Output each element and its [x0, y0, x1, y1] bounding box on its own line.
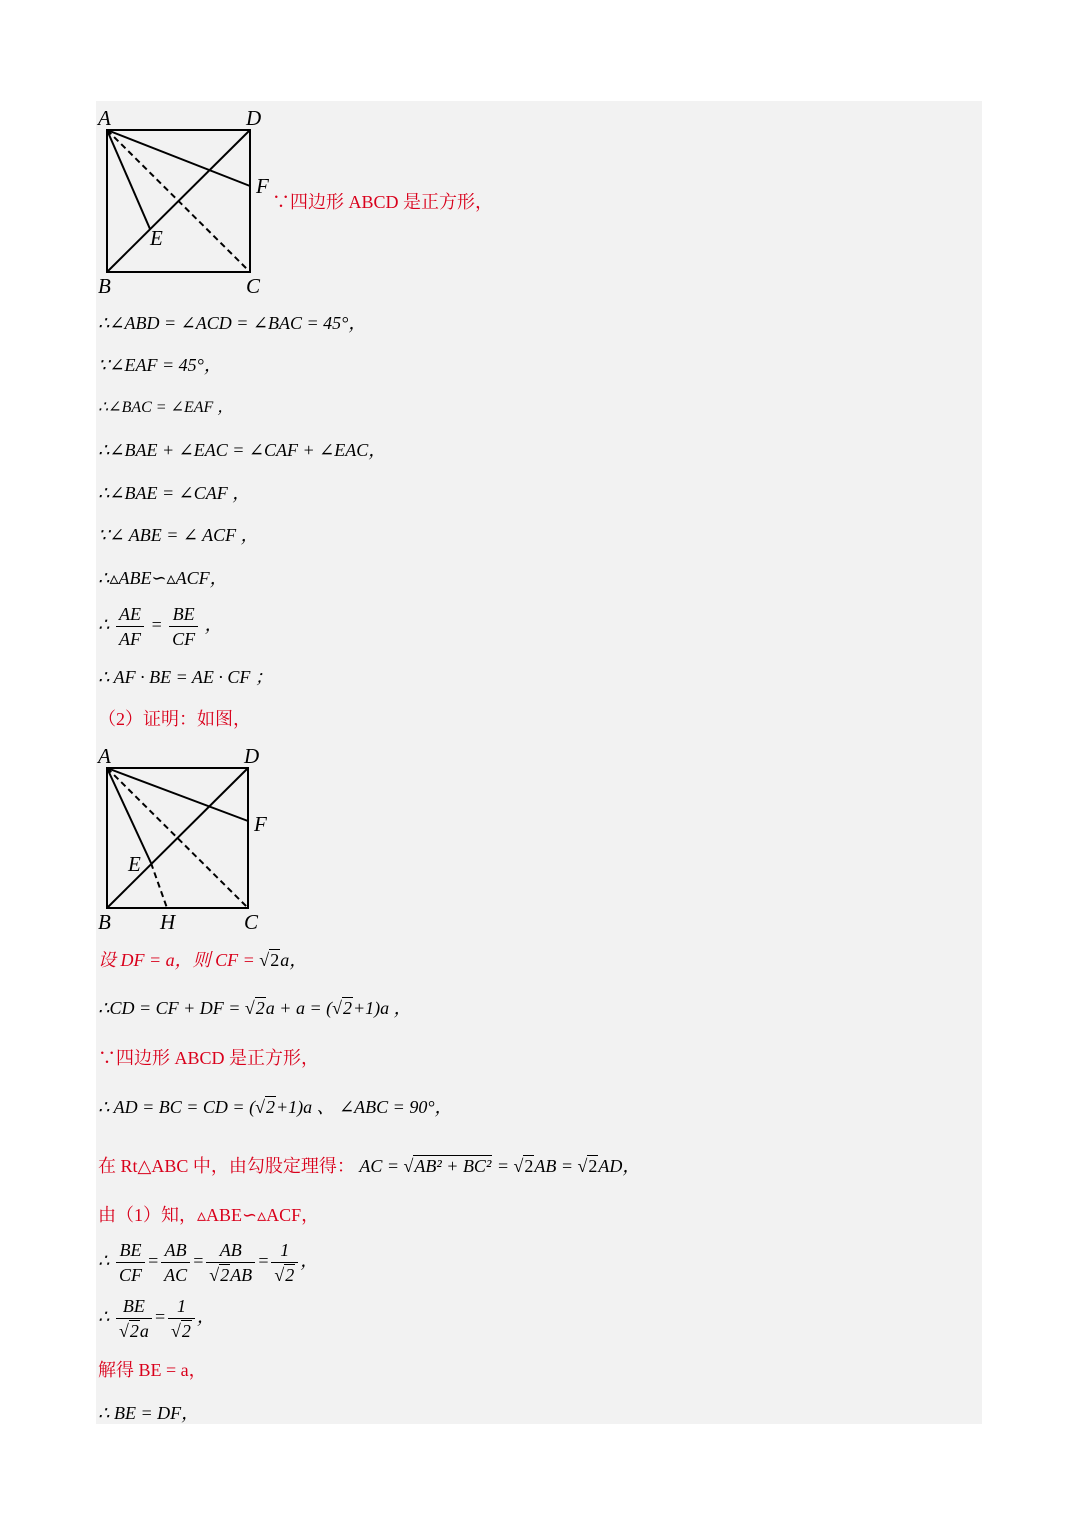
step-9: ∴ AF · BE = AE · CF ； — [98, 667, 273, 687]
label-A: A — [98, 106, 111, 130]
step-s10: ∴ BE = DF， — [98, 1403, 200, 1423]
step-3: ∴∠BAC = ∠EAF ， — [98, 399, 234, 416]
label-A: A — [98, 744, 111, 768]
label-F: F — [254, 812, 267, 836]
step-1: ∴∠ABD = ∠ACD = ∠BAC = 45°， — [98, 313, 367, 333]
step-2: ∵∠EAF = 45°， — [98, 355, 222, 375]
label-C: C — [244, 910, 259, 934]
step-6: ∵∠ ABE = ∠ ACF ， — [98, 525, 259, 545]
step-7: ∴▵ABE∽▵ACF， — [98, 568, 228, 588]
step-5: ∴∠BAE = ∠CAF ， — [98, 483, 251, 503]
fraction-be-cf: $\frac{BE}{CF}$ — [169, 602, 198, 651]
step-s4: ∴ AD = BC = CD = (√2+1)a 、 ∠ABC = 90°， — [98, 1097, 453, 1117]
fraction-ae-af: $\frac{AE}{AF}$ — [116, 602, 144, 651]
step-s7: ∴ $\frac{BE}{CF}$ = $\frac{AB}{AC}$ = $\frac{AB}{√2AB}$ = $\frac{1}{√2}$ ， — [98, 1240, 319, 1285]
label-F: F — [256, 174, 269, 198]
square-figure-2 — [96, 742, 296, 937]
therefore: ∴ — [98, 614, 110, 635]
label-B: B — [98, 910, 111, 934]
step-s5: 在 Rt△ABC 中，由勾股定理得： AC = √AB² + BC² = √2AB = √2AD， — [98, 1156, 641, 1176]
part2-heading: （2）证明：如图， — [98, 709, 251, 729]
square-figure-1 — [96, 104, 296, 299]
step-s2: ∴CD = CF + DF = √2a + a = (√2+1)a ， — [98, 998, 412, 1018]
sqrt-2: √2 — [259, 950, 280, 970]
step-4: ∴∠BAE + ∠EAC = ∠CAF + ∠EAC， — [98, 440, 387, 460]
step-s3: ∵四边形 ABCD 是正方形， — [98, 1048, 320, 1068]
caption-square: ∵四边形 ABCD 是正方形， — [272, 192, 494, 212]
label-D: D — [246, 106, 262, 130]
step-s6: 由（1）知，▵ABE∽▵ACF， — [98, 1205, 320, 1225]
label-E: E — [150, 226, 163, 250]
label-C: C — [246, 274, 261, 298]
step-s8: ∴ $\frac{BE}{√2a}$ = $\frac{1}{√2}$ ， — [98, 1296, 215, 1341]
step-8: ∴ $\frac{AE}{AF}$ = $\frac{BE}{CF}$ ， — [98, 604, 223, 649]
label-H: H — [160, 910, 176, 934]
label-E: E — [128, 852, 141, 876]
step-s9: 解得 BE = a， — [98, 1360, 207, 1380]
label-B: B — [98, 274, 111, 298]
label-D: D — [244, 744, 260, 768]
step-s1: 设 DF = a，则 CF = √2a， — [98, 950, 308, 970]
